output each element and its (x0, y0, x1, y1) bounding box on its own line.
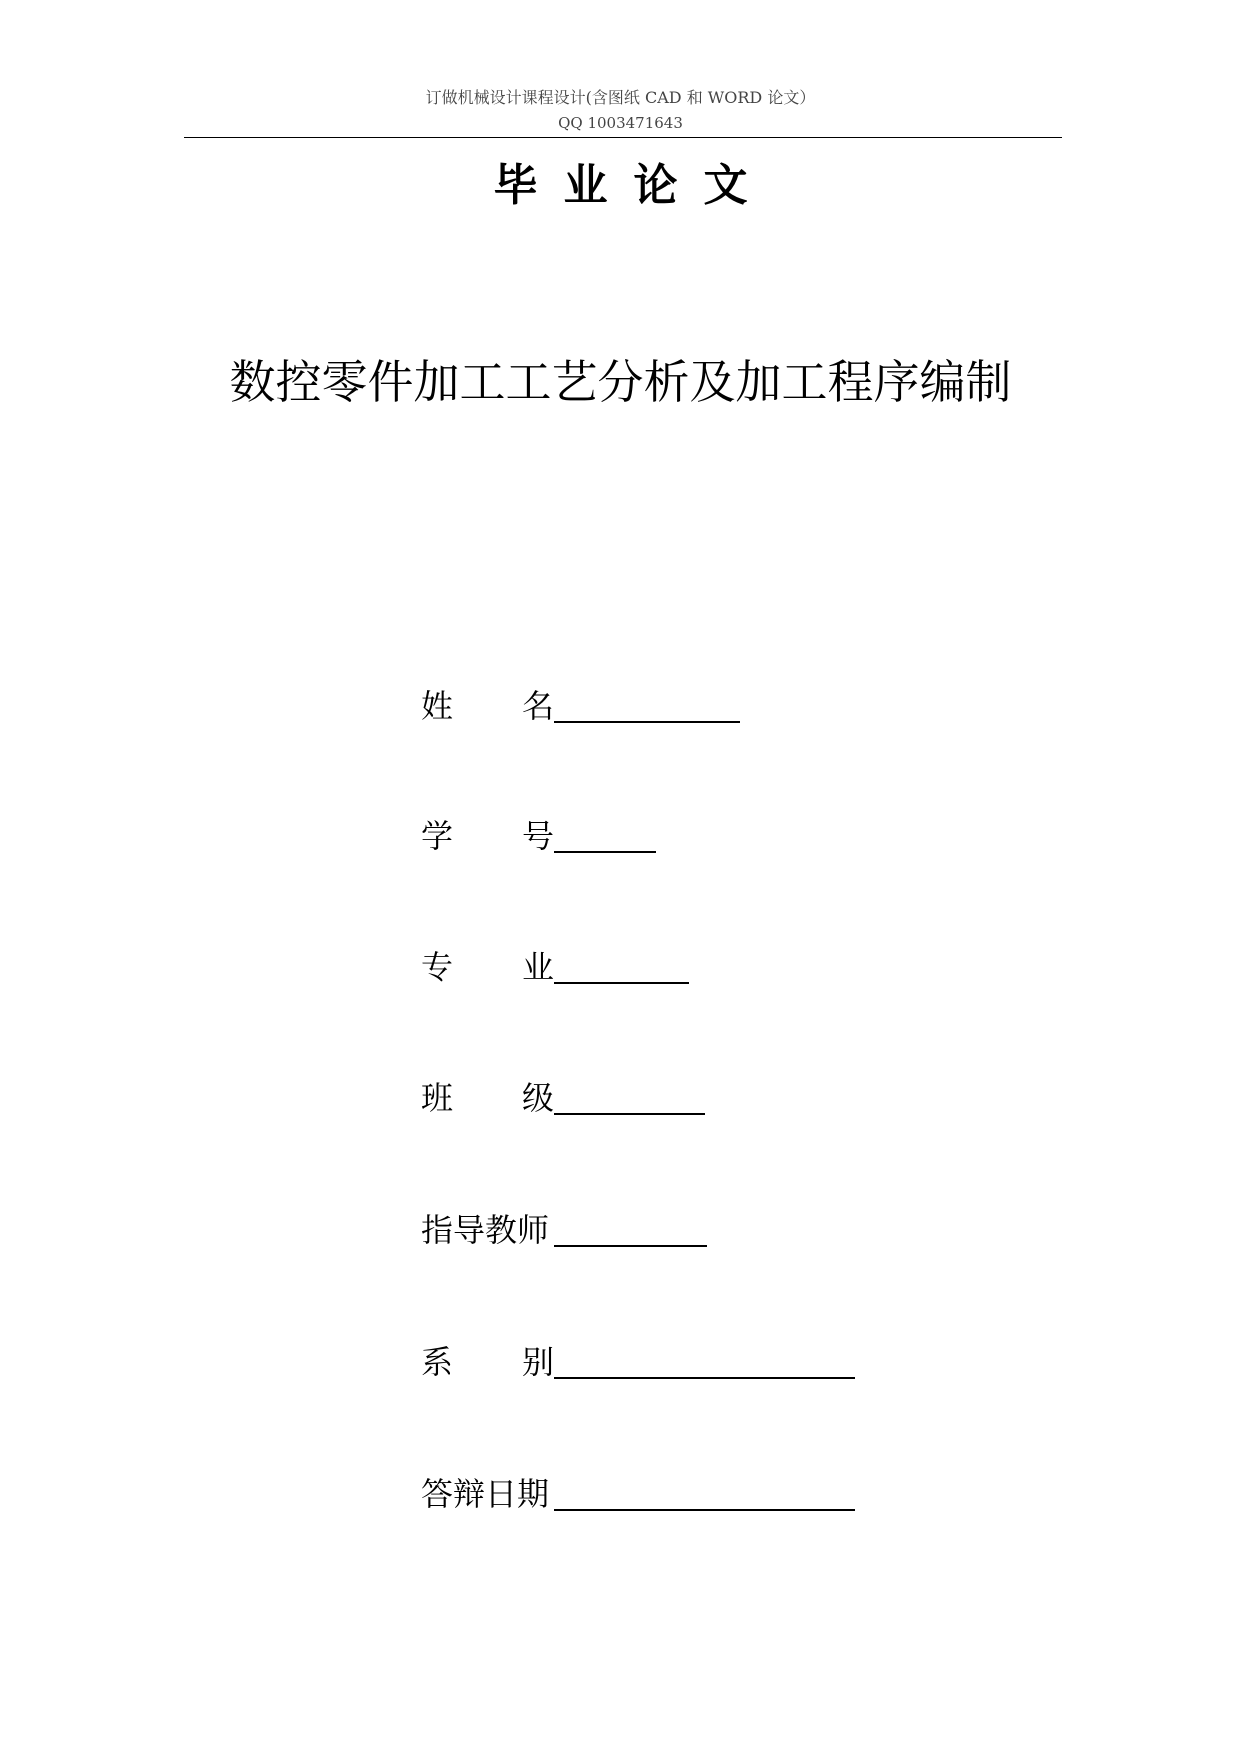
field-major-blank[interactable] (554, 982, 689, 984)
field-name-label-char-2: 名 (521, 687, 554, 725)
field-advisor-label (421, 1210, 554, 1250)
field-name-blank[interactable] (554, 721, 740, 723)
field-class-blank[interactable] (554, 1113, 705, 1115)
field-defense-date (421, 1470, 855, 1514)
field-major-label (421, 947, 554, 987)
field-student-id-label-char-2: 号 (521, 817, 554, 855)
field-major-label-char-2: 业 (521, 948, 554, 986)
field-name-label (421, 686, 554, 726)
field-defense-date-label (421, 1474, 554, 1514)
field-advisor-label-text: 指导教师 (421, 1211, 550, 1249)
field-department-label-char-1: 系 (421, 1343, 454, 1381)
field-name-label-char-1: 姓 (421, 687, 454, 725)
field-defense-date-label-text: 答辩日期 (421, 1475, 550, 1513)
field-major (421, 943, 689, 987)
field-department-label (421, 1342, 554, 1382)
field-class-label-char-2: 级 (521, 1079, 554, 1117)
field-department (421, 1338, 855, 1382)
field-student-id-blank[interactable] (554, 851, 656, 853)
field-name (421, 682, 740, 726)
header-divider (184, 137, 1062, 138)
page-header-text: 订做机械设计课程设计(含图纸 CAD 和 WORD 论文） (425, 88, 816, 107)
field-defense-date-blank[interactable] (554, 1509, 855, 1511)
field-advisor (421, 1206, 707, 1250)
field-student-id (421, 812, 656, 856)
field-student-id-label (421, 816, 554, 856)
field-class-label-char-1: 班 (421, 1079, 454, 1117)
field-advisor-blank[interactable] (554, 1245, 707, 1247)
page-header-qq: QQ 1003471643 (558, 114, 683, 132)
field-class-label (421, 1078, 554, 1118)
field-major-label-char-1: 专 (421, 948, 454, 986)
field-class (421, 1074, 705, 1118)
thesis-title: 数控零件加工工艺分析及加工程序编制 (229, 355, 1012, 409)
field-student-id-label-char-1: 学 (421, 817, 454, 855)
field-department-label-char-2: 别 (521, 1343, 554, 1381)
document-type-heading: 毕业论文 (493, 160, 774, 211)
field-department-blank[interactable] (554, 1377, 855, 1379)
